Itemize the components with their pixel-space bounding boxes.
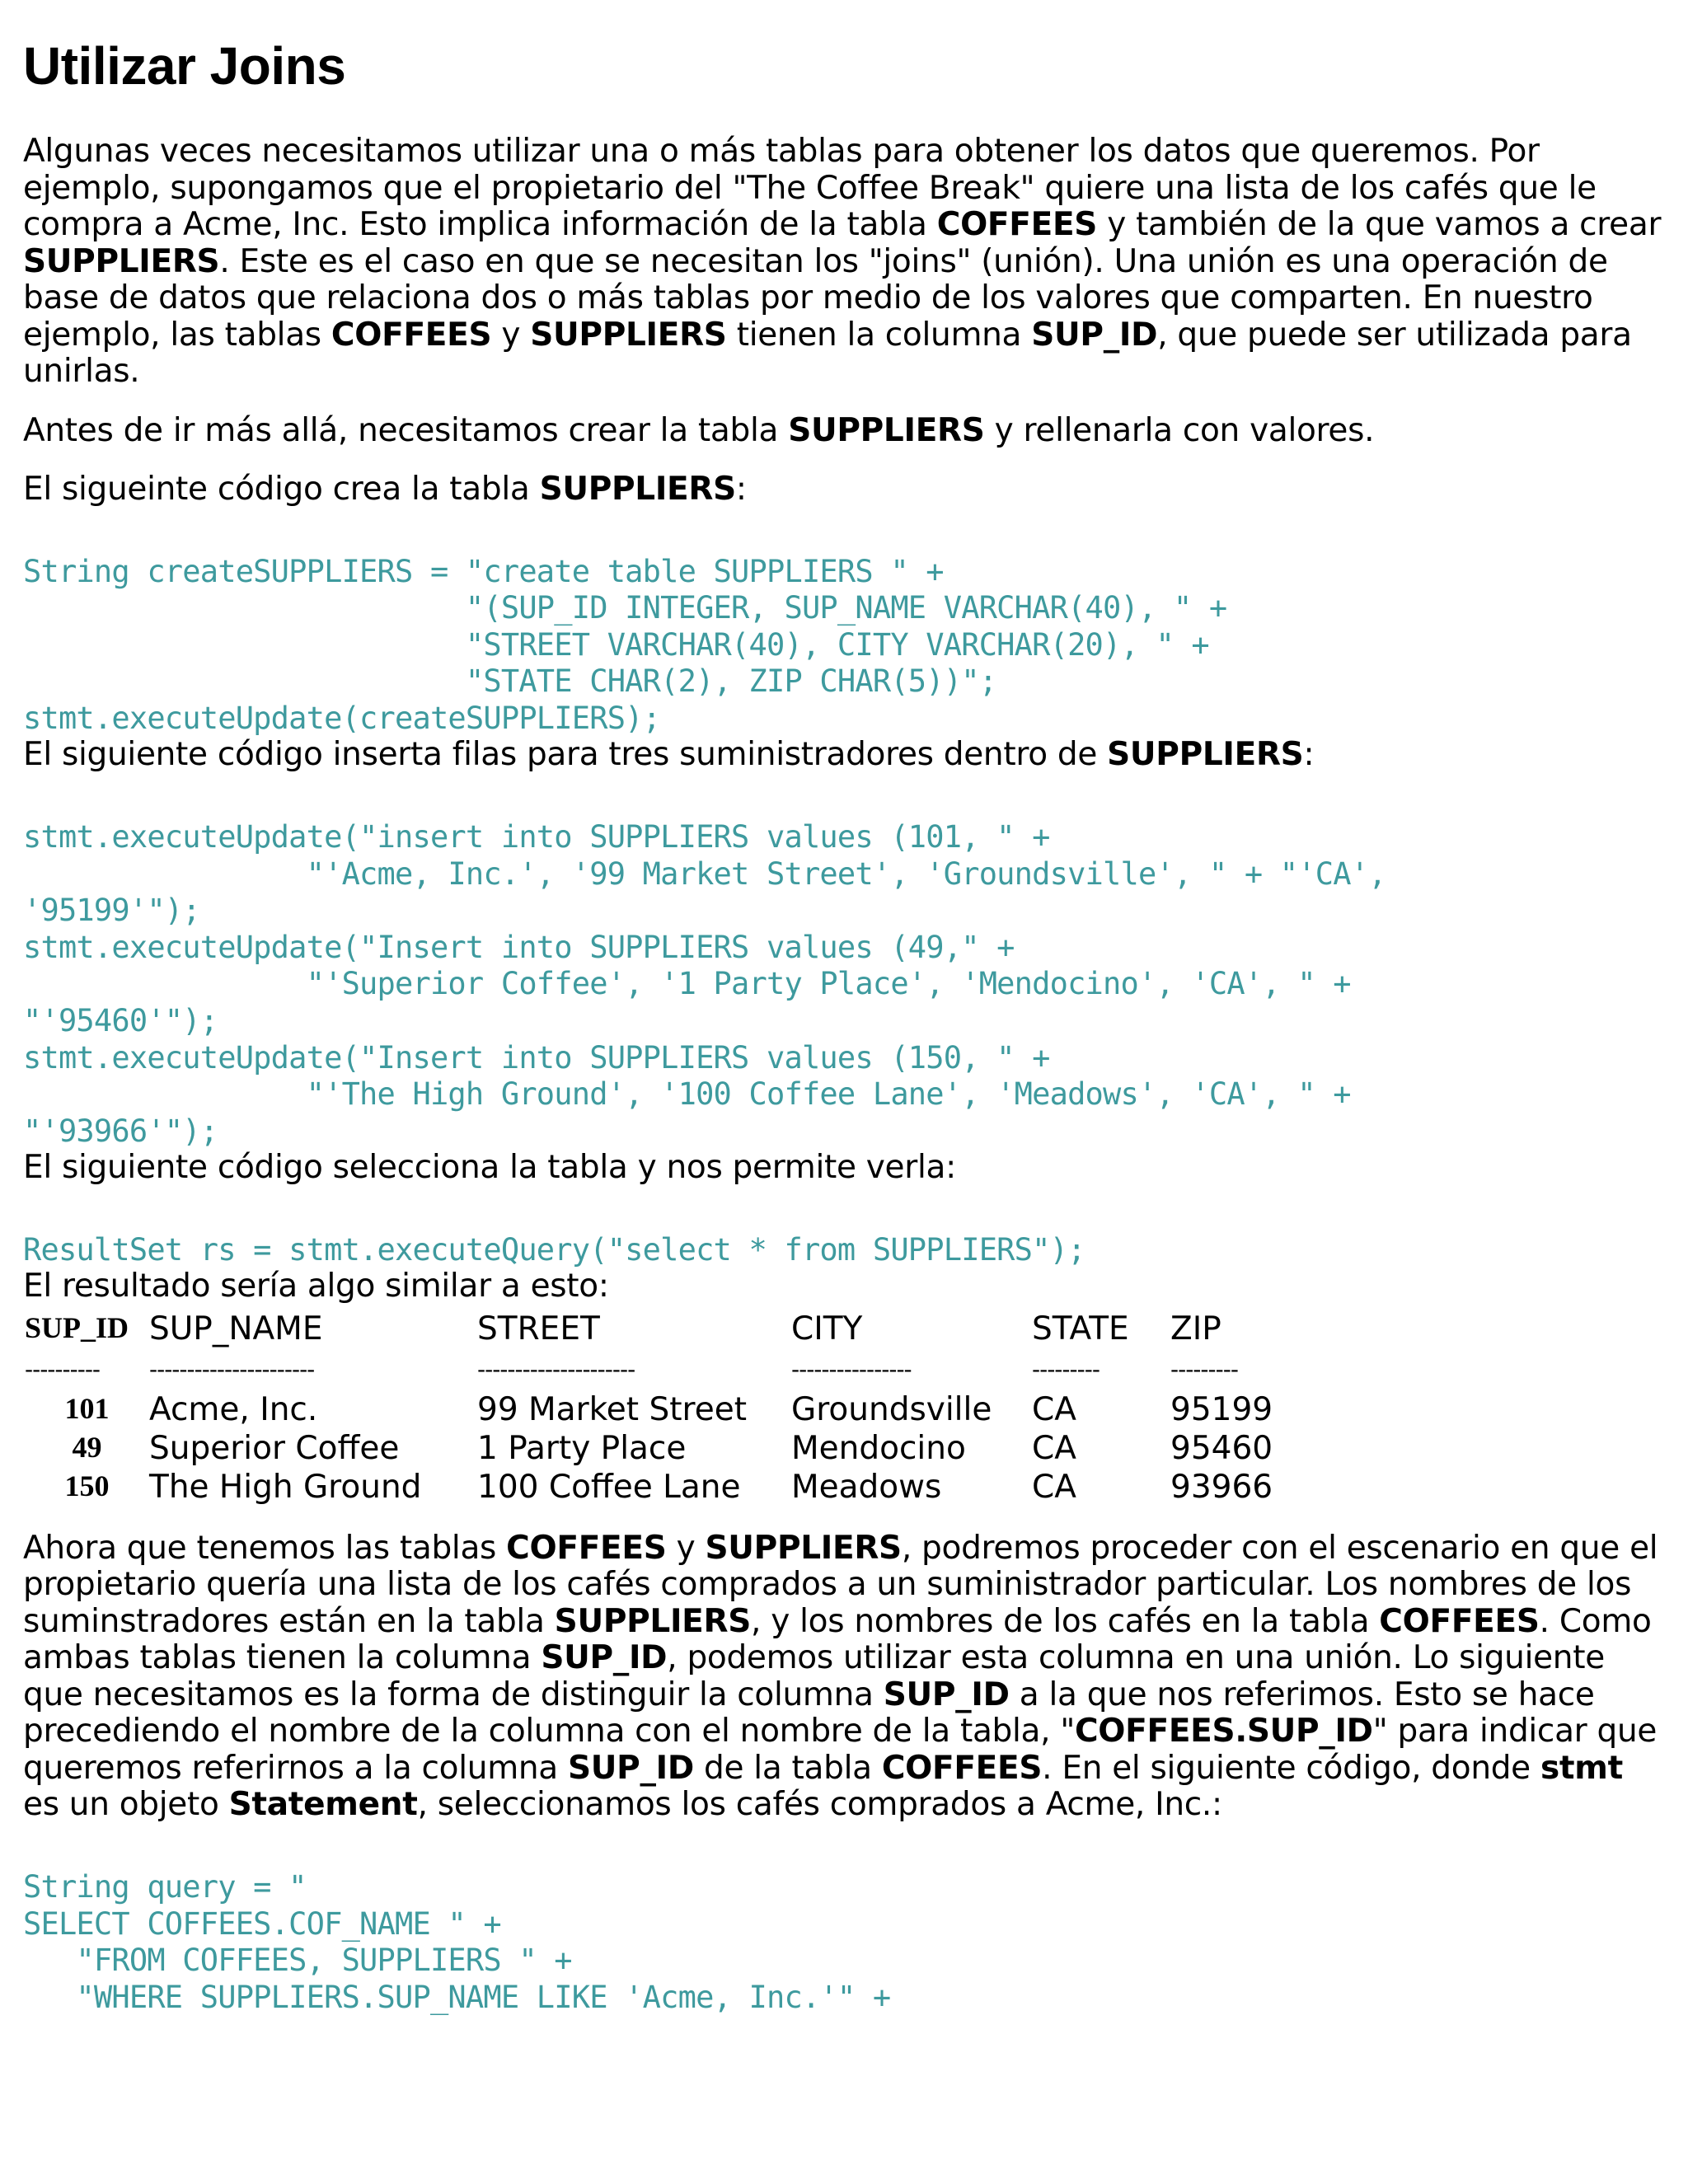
text-run: Algunas veces necesitamos utilizar una o más tablas para obtener los datos que queremos. Por ejemplo, supongamos que el propietario del "The Coffee Break" quiere una lista de los cafés que le compra a Acme, Inc. Esto implica información de la tabla bbox=[23, 133, 1597, 243]
select-code-caption: El siguiente código selecciona la tabla y nos permite verla: bbox=[23, 1149, 956, 1187]
cell-state: CA bbox=[1032, 1429, 1076, 1467]
text-run: tienen la columna bbox=[726, 316, 1032, 354]
text-run: y también de la que vamos a crear bbox=[1097, 206, 1662, 243]
cell-sup-name: Superior Coffee bbox=[149, 1429, 400, 1467]
cell-sup-id: 150 bbox=[64, 1469, 110, 1502]
bold-term: COFFEES.SUP_ID bbox=[1074, 1713, 1373, 1750]
text-run: , que puede ser utilizada para unirlas. bbox=[23, 316, 1632, 390]
bold-term: SUPPLIERS bbox=[530, 316, 727, 354]
bold-term: COFFEES bbox=[506, 1529, 667, 1567]
cell-sup-name: The High Ground bbox=[149, 1468, 422, 1506]
cell-sup-id: 101 bbox=[64, 1391, 110, 1425]
table-separator-row bbox=[25, 1352, 1302, 1391]
separator-sup-id: ---------- bbox=[25, 1355, 101, 1383]
text-run: de la tabla bbox=[693, 1749, 882, 1787]
result-caption: El resultado sería algo similar a esto: bbox=[23, 1268, 609, 1305]
bold-term: SUPPLIERS bbox=[788, 411, 985, 449]
cell-zip: 95460 bbox=[1170, 1429, 1273, 1467]
table-row bbox=[25, 1430, 1302, 1469]
text-run: , seleccionamos los cafés comprados a Acme, Inc.: bbox=[417, 1786, 1222, 1824]
intro-paragraph bbox=[23, 134, 1665, 391]
suppliers-result-table bbox=[25, 1310, 1302, 1507]
cell-zip: 95199 bbox=[1170, 1390, 1273, 1428]
cell-sup-name: Acme, Inc. bbox=[149, 1390, 318, 1428]
select-suppliers-code: ResultSet rs = stmt.executeQuery("select * from SUPPLIERS"); bbox=[23, 1231, 1085, 1268]
bold-term: SUPPLIERS bbox=[539, 471, 736, 508]
column-header-sup-id: SUP_ID bbox=[25, 1310, 129, 1344]
bold-term: stmt bbox=[1540, 1749, 1623, 1787]
separator-zip: --------- bbox=[1170, 1355, 1238, 1383]
separator-state: --------- bbox=[1032, 1355, 1100, 1383]
text-run: y bbox=[666, 1529, 706, 1567]
create-table-intro bbox=[23, 413, 1665, 450]
cell-state: CA bbox=[1032, 1468, 1076, 1506]
bold-term: SUPPLIERS bbox=[705, 1529, 902, 1567]
column-header-street: STREET bbox=[477, 1310, 600, 1347]
page-title: Utilizar Joins bbox=[23, 36, 346, 96]
text-run: a la que nos referimos. Esto se hace precediendo el nombre de la columna con el nombre de la tabla, " bbox=[23, 1675, 1595, 1750]
text-run: , podremos proceder con el escenario en que el propietario quería una lista de los cafés comprados a un suministrador particular. Los nombres de los suminstradores están en la tabla bbox=[23, 1529, 1658, 1640]
text-run: Ahora que tenemos las tablas bbox=[23, 1529, 507, 1567]
text-run: y bbox=[491, 316, 531, 354]
bold-term: SUP_ID bbox=[1031, 316, 1158, 354]
bold-term: SUP_ID bbox=[568, 1749, 694, 1787]
bold-term: COFFEES bbox=[881, 1749, 1043, 1787]
create-suppliers-code: String createSUPPLIERS = "create table SUPPLIERS " + "(SUP_ID INTEGER, SUP_NAME VARCHAR(40), " + "STREET VARCHAR(40), CITY VARCHAR(20), " + "STATE CHAR(2), ZIP CHAR(5))"; stmt.executeUpdate(createSUPPLIERS); bbox=[23, 553, 1227, 736]
cell-city: Meadows bbox=[791, 1468, 942, 1506]
text-run: , y los nombres de los cafés en la tabla bbox=[751, 1602, 1380, 1640]
bold-term: SUP_ID bbox=[883, 1675, 1010, 1713]
bold-term: COFFEES bbox=[1379, 1602, 1540, 1640]
bold-term: SUPPLIERS bbox=[23, 242, 220, 280]
text-run: y rellenarla con valores. bbox=[984, 411, 1375, 449]
bold-term: COFFEES bbox=[936, 206, 1098, 243]
insert-suppliers-code: stmt.executeUpdate("insert into SUPPLIERS values (101, " + "'Acme, Inc.', '99 Market Street', 'Groundsville', " + "'CA', '95199'"); stmt.executeUpdate("Insert into SUPPLIERS values (49," + "'Superior Coffee', '1 Party Place', 'Mendocino', 'CA', " + "'95460'"); stmt.executeUpdate("Insert into SUPPLIERS values (150, " + "'The High Ground', '100 Coffee Lane', 'Meadows', 'CA', " + "'93966'"); bbox=[23, 818, 1386, 1149]
cell-street: 100 Coffee Lane bbox=[477, 1468, 741, 1506]
table-row bbox=[25, 1469, 1302, 1507]
table-header-row bbox=[25, 1310, 1302, 1352]
cell-sup-id: 49 bbox=[72, 1430, 102, 1464]
column-header-zip: ZIP bbox=[1170, 1310, 1221, 1347]
text-run: Antes de ir más allá, necesitamos crear la tabla bbox=[23, 411, 789, 449]
bold-term: Statement bbox=[228, 1786, 418, 1824]
cell-street: 1 Party Place bbox=[477, 1429, 687, 1467]
text-run: : bbox=[1303, 736, 1315, 774]
text-run: , podemos utilizar esta columna en una unión. Lo siguiente que necesitamos es la forma de distinguir la columna bbox=[23, 1639, 1605, 1713]
text-run: . Este es el caso en que se necesitan los "joins" (unión). Una unión es una operación de base de datos que relaciona dos o más tablas por medio de los valores que comparten. En nuestro ejemplo, las tablas bbox=[23, 242, 1608, 354]
separator-sup-name: ---------------------- bbox=[149, 1355, 315, 1383]
cell-city: Mendocino bbox=[791, 1429, 966, 1467]
bold-term: SUP_ID bbox=[541, 1639, 668, 1677]
column-header-state: STATE bbox=[1032, 1310, 1129, 1347]
bold-term: SUPPLIERS bbox=[554, 1602, 752, 1640]
cell-street: 99 Market Street bbox=[477, 1390, 747, 1428]
text-run: : bbox=[735, 471, 747, 508]
text-run: " para indicar que queremos referirnos a la columna bbox=[23, 1713, 1658, 1787]
text-run: El sigueinte código crea la tabla bbox=[23, 471, 540, 508]
cell-state: CA bbox=[1032, 1390, 1076, 1428]
bold-term: COFFEES bbox=[331, 316, 492, 354]
text-run: . En el siguiente código, donde bbox=[1042, 1749, 1540, 1787]
text-run: es un objeto bbox=[23, 1786, 229, 1824]
text-run: . Como ambas tablas tienen la columna bbox=[23, 1602, 1652, 1677]
join-query-code: String query = " SELECT COFFEES.COF_NAME " + "FROM COFFEES, SUPPLIERS " + "WHERE SUPPLIERS.SUP_NAME LIKE 'Acme, Inc.'" + bbox=[23, 1868, 891, 2015]
separator-city: ---------------- bbox=[791, 1355, 912, 1383]
join-explanation-paragraph bbox=[23, 1530, 1665, 1824]
text-run: El siguiente código inserta filas para tres suministradores dentro de bbox=[23, 736, 1108, 774]
separator-street: --------------------- bbox=[477, 1355, 635, 1383]
cell-zip: 93966 bbox=[1170, 1468, 1273, 1506]
column-header-city: CITY bbox=[791, 1310, 863, 1347]
cell-city: Groundsville bbox=[791, 1390, 992, 1428]
bold-term: SUPPLIERS bbox=[1107, 736, 1304, 774]
create-code-caption bbox=[23, 471, 1665, 509]
column-header-sup-name: SUP_NAME bbox=[149, 1310, 323, 1347]
insert-code-caption bbox=[23, 737, 1665, 774]
table-row bbox=[25, 1391, 1302, 1430]
